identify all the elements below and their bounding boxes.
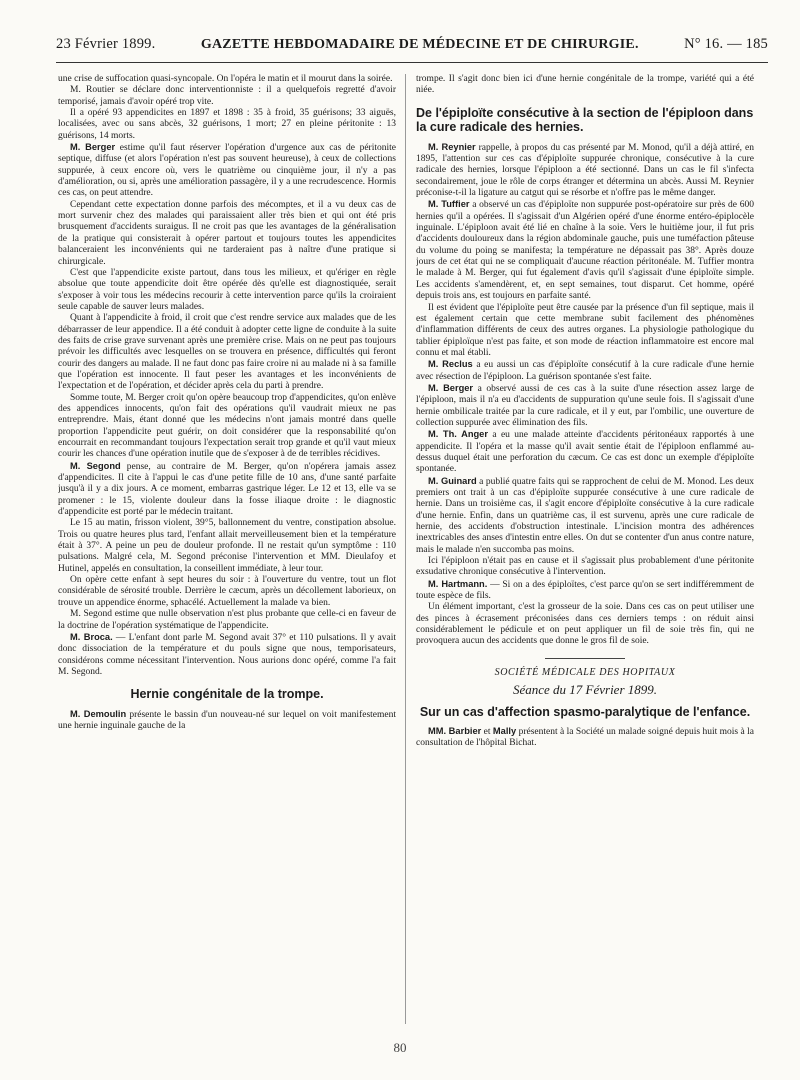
paragraph-text: a publié quatre faits qui se rapprochent de celui de M. Monod. Les deux premiers ont trait à un cas d'épiploïte suppurée consécutive à une cure radicale de hernie. Dans un troisième cas, il s'agit encore d'épiploïte consécutive à la cure radicale d'une hernie. Enfin, dans un quatrième cas, il est survenu, après une cure radicale de hernie, des accidents d'obstruction intestinale. L'incision montra des adhérences inextricables des anses d'intestin entre elles. On dut se contenter d'un anus contre nature, mais le malade n'en succomba pas moins. [416, 476, 754, 555]
speaker-name: M. Segond [70, 460, 121, 471]
paragraph [416, 476, 754, 556]
paragraph-text: a eu une malade atteinte d'accidents péritonéaux rapportés à une appendicite. Il l'opéra et la masse qu'il avait sentie était de l'épiploon enflammé au-dessus duquel était une perforation du cæcum. Ce cas est donc un exemple d'épiploïte spontanée. [416, 430, 754, 475]
paragraph: M. Routier se déclare donc interventionniste : il a quelquefois regretté d'avoir temporisé, jamais d'avoir opéré trop vite. [58, 85, 396, 107]
paragraph: Il a opéré 93 appendicites en 1897 et 1898 : 35 à froid, 35 guérisons; 33 aiguës, localisées, avec ou sans abcès, 32 guérisons, 1 mort; 27 en pleine péritonite : 13 guérisons, 14 morts. [58, 108, 396, 141]
paragraph: Somme toute, M. Berger croit qu'on opère beaucoup trop d'appendicites, qu'on enlève des appendices innocents, qu'on fait des opérations qu'il vaudrait mieux ne pas entreprendre. Mais, étant donné que les médecins n'ont jamais montré dans quelle proportion l'appendicite peut guérir, on doit considérer que la responsabilité qu'on encourrait en recommandant toujours l'expectation serait trop grande et qu'il vaut mieux courir les chances d'une opération inutile que de s'exposer à de de terribles récidives. [58, 392, 396, 460]
right-column [416, 74, 754, 1024]
left-column [58, 74, 396, 1024]
section-heading: Sur un cas d'affection spasmo-paralytique de l'enfance. [419, 704, 751, 719]
paragraph: Un élément important, c'est la grosseur de la soie. Dans ces cas on peut utiliser une des pinces à écrasement préconisées dans ces derniers temps : on réduit ainsi considérablement le pédicule et on peut appliquer un fil de soie très fin, qui ne provoquera aucun des accidents que donne le gros fil de soie. [416, 602, 754, 647]
paragraph: M. Segond estime que nulle observation n'est plus probante que celle-ci en faveur de la doctrine de l'opération systématique de l'appendicite. [58, 609, 396, 631]
speaker-name: M. Reynier [428, 141, 476, 152]
paragraph-text: présentent à la Société un malade soigné depuis huit mois à la consultation de l'hôpital Bichat. [416, 727, 754, 749]
paragraph [58, 709, 396, 733]
section-heading: De l'épiploïte consécutive à la section de l'épiploon dans la cure radicale des hernies. [416, 105, 754, 135]
paragraph: Le 15 au matin, frisson violent, 39°5, ballonnement du ventre, constipation absolue. Trois ou quatre heures plus tard, l'enfant allait merveilleusement bien et la température était à 37°. A peine un peu de douleur profonde. Il ne restait qu'un symptôme : 110 pulsations. Malgré cela, M. Segond préconise l'intervention et MM. Dieulafoy et Hutinel, appelés en consultation, la conseillent immédiate, à leur tour. [58, 518, 396, 574]
paragraph-text: a observé un cas d'épiploïte non suppurée post-opératoire sur près de 600 hernies qu'il a opérées. Il s'agissait d'un Algérien opéré d'une énorme entéro-épiplocèle inguinale. L'épiploon avait été lié en chaîne à la soie. Vers le huitième jour, il fut pris d'accidents douloureux dans la région abdominale gauche, puis une tuméfaction pâteuse du volume du poing se manifesta; la température ne dépassait pas 38°. Après douze jours de cet état qui ne se compliquait d'aucune réaction péritonéale. M. Tuffier montra le malade à M. Berger, qui fut également d'avis qu'il s'agissait d'une épiploïte simple. Les accidents s'amendèrent, et, en sept semaines, tout disparut. Cet homme, opéré depuis trois ans, est toujours en parfaite santé. [416, 200, 754, 302]
running-header [56, 36, 768, 58]
paragraph [416, 726, 754, 750]
header-date: 23 Février 1899. [56, 36, 156, 52]
column-divider [405, 74, 406, 1024]
paragraph: Ici l'épiploon n'était pas en cause et il s'agissait plus probablement d'une péritonite exsudative chronique consécutive à l'intervention. [416, 556, 754, 578]
paragraph: Cependant cette expectation donne parfois des mécomptes, et il a vu deux cas de mort survenir chez des malades qui paraissaient aller très bien et qui ont été pris brusquement d'accidents suraigus. Il ne croit pas que les avantages de la généralisation de la pratique qui consisterait à opérer partout et toujours toutes les appendicites balanceraient les inconvénients qui ne tarderaient pas à naître d'une pratique si chirurgicale. [58, 199, 396, 267]
speaker-name: M. Reclus [428, 359, 473, 370]
speaker-name: M. Broca. [70, 631, 113, 642]
paragraph [58, 632, 396, 678]
speaker-name: MM. Barbier [428, 726, 482, 736]
speaker-name: M. Hartmann. [428, 578, 488, 589]
header-journal-title: GAZETTE HEBDOMADAIRE DE MÉDECINE ET DE CHIRURGIE. [200, 37, 639, 52]
paragraph-text: estime qu'il faut réserver l'opération d'urgence aux cas de péritonite septique, diffuse (et alors l'opération n'est pas souvent heureuse), à ceux de collections suppurée, à ceux encore où, vers le quatrième ou cinquième jour, il n'y a pas d'amélioration, ou si, après une amélioration passagère, il y a une recrudescence. Hormis ces cas, on peut attendre. [58, 143, 396, 199]
paragraph-text: — L'enfant dont parle M. Segond avait 37° et 110 pulsations. Il y avait donc dissociation de la température et du pouls signe que nous, temporisateurs, considérons comme nécessitant l'intervention. Nous aurions donc opéré, comme l'a fait M. Segond. [58, 632, 396, 677]
paragraph-text: a observé aussi de ces cas à la suite d'une résection assez large de l'épiploon, mais il n'a eu d'accidents de suppuration qu'une seule fois. Il s'agissait d'une hernie ombilicale traitée par la cure radicale, et il y eut, par l'ombilic, une ouverture de collection suppurée avec élimination des fils. [416, 383, 754, 428]
paragraph [58, 142, 396, 200]
header-rule [56, 62, 768, 63]
paragraph [416, 429, 754, 475]
seance-date: Séance du 17 Février 1899. [512, 682, 658, 698]
paragraph-text: pense, au contraire de M. Berger, qu'on n'opérera jamais assez d'appendicites. Il cite à l'appui le cas d'une petite fille de 10 ans, d'une santé parfaite jusqu'à il y a dix jours. A ce moment, embarras gastrique léger. Le 12 et 13, elle va se promener : le 15, violente douleur dans la fosse iliaque droite : le diagnostic d'appendicite est porté par le médecin traitant. [58, 461, 396, 518]
page-folio: 80 [393, 1040, 407, 1055]
paragraph-text: — Si on a des épiploïtes, c'est parce qu'on se sert indifféremment de toute espèce de fils. [416, 579, 754, 602]
paragraph: trompe. Il s'agit donc bien ici d'une hernie congénitale de la trompe, variété qui a été niée. [416, 74, 754, 96]
paragraph: On opère cette enfant à sept heures du soir : à l'ouverture du ventre, tout un flot considérable de sérosité trouble. Derrière le cæcum, après un décollement laborieux, on trouve un appendice énorme, sphacélé. Actuellement la malade va bien. [58, 575, 396, 608]
paragraph: Il est évident que l'épiploïte peut être causée par la présence d'un fil septique, mais il est également certain que cette membrane subit facilement des phénomènes d'inflammation différents de ceux des autres organes. La physiologie pathologique du tablier épiploïque n'est pas faite, et son mode de réaction inflammatoire est encore mal connu et mal établi. [416, 302, 754, 358]
paragraph [416, 383, 754, 429]
speaker-name: M. Th. Anger [428, 429, 488, 440]
header-issue-page: N° 16. — 185 [684, 36, 768, 52]
speaker-name: M. Guinard [428, 475, 477, 486]
paragraph [416, 359, 754, 383]
paragraph-text: a eu aussi un cas d'épiploïte consécutif à la cure radicale d'une hernie avec résection de l'épiploon. La guérison spontanée s'est faite. [416, 360, 754, 382]
paragraph: une crise de suffocation quasi-syncopale. On l'opéra le matin et il mourut dans la soirée. [58, 74, 393, 84]
speaker-name: M. Demoulin [70, 708, 127, 719]
speaker-name: M. Berger [428, 382, 474, 393]
paragraph: C'est que l'appendicite existe partout, dans tous les milieux, et qu'ériger en règle absolue que toute appendicite doit être opérée dès qu'elle est diagnostiquée, serait s'exposer à voir tous les médecins recourir à cette intervention parce qu'ils la croiraient seule capable de sauver leurs malades. [58, 267, 396, 312]
paragraph [416, 579, 754, 603]
paragraph: Quant à l'appendicite à froid, il croit que c'est rendre service aux malades que de les débarrasser de leur appendice. Il a été conduit à adopter cette ligne de conduite à la suite des faits de crise grave survenant après une première crise. Mais on ne peut pas toujours prévoir les difficultés avec lesquelles on se trouvera en présence, difficultés qui feront courir des dangers au malade. Il ne faut donc pas faire croire ni au malade ni à sa famille que l'opération est innocente. Il faut peser les avantages et les inconvénients de l'expectation et de l'opération, et décider après cela du parti à prendre. [58, 313, 396, 392]
section-rule [545, 658, 625, 659]
paragraph [58, 461, 396, 519]
section-heading: Hernie congénitale de la trompe. [130, 687, 324, 702]
paragraph-text: rappelle, à propos du cas présenté par M. Monod, qu'il a déjà attiré, en 1895, l'attention sur ces cas d'épiploïte suppurée chronique, consécutive à la cure radicale des hernies, lorsque l'épiploon a été sectionné. Dans un cas le fil s'infecta secondairement, joue le rôle de corps étranger et détermina un abcès. Aussi M. Reynier préconise-t-il la ligature au catgut qui se résorbe et n'offre pas le même danger. [416, 142, 754, 199]
speaker-name: M. Berger [70, 142, 116, 153]
paragraph [416, 199, 754, 302]
speaker-name: Mally [492, 726, 517, 736]
paragraph [416, 142, 754, 200]
speaker-name: M. Tuffier [428, 199, 470, 210]
society-title: SOCIÉTÉ MÉDICALE DES HOPITAUX [494, 666, 676, 678]
paragraph-text: présente le bassin d'un nouveau-né sur lequel on voit manifestement une hernie inguinale gauche de la [58, 709, 396, 732]
paragraph-text: et [481, 727, 493, 737]
